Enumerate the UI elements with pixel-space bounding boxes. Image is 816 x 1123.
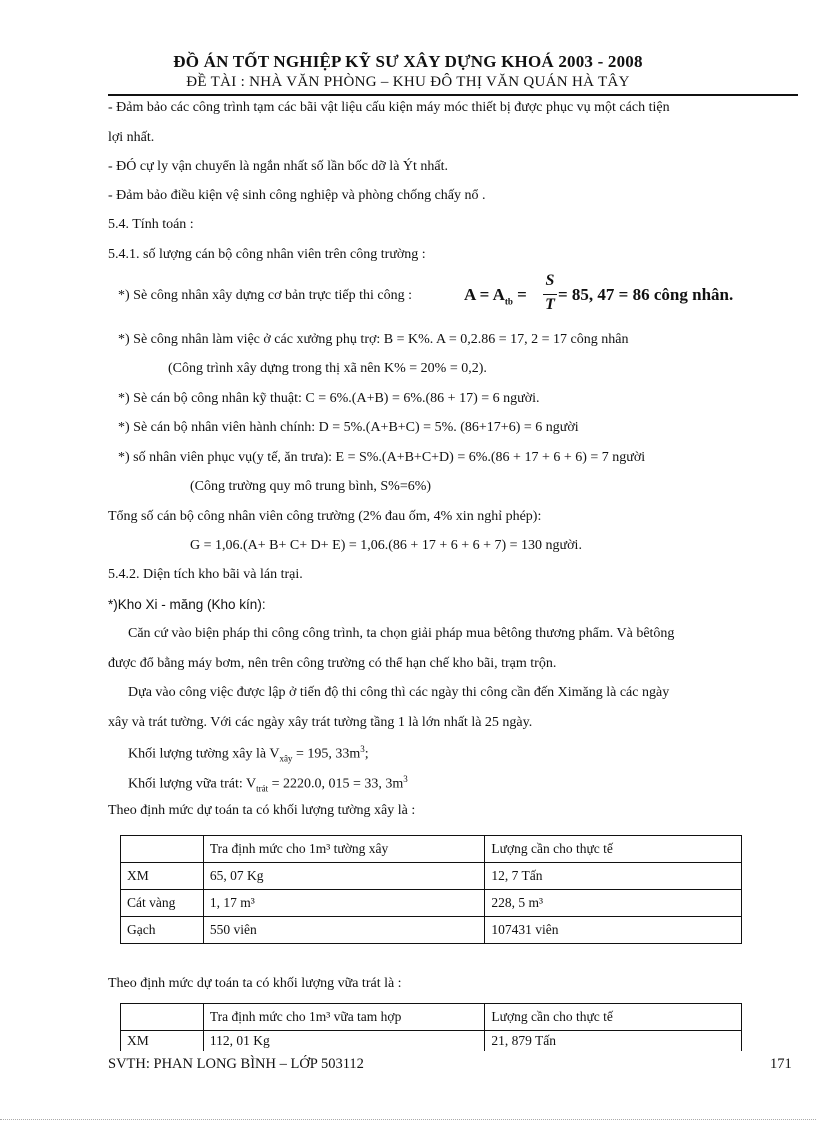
table-cell [121,1004,204,1031]
table-cell: 112, 01 Kg [203,1031,485,1052]
table-cell: 12, 7 Tấn [485,863,742,890]
text-line: (Công trường quy mô trung bình, S%=6%) [190,479,432,494]
table-cell: 1, 17 m³ [203,890,485,917]
table-header-row [121,836,742,863]
header-title: ĐỒ ÁN TỐT NGHIỆP KỸ SƯ XÂY DỰNG KHOÁ 2003 - 2008 [173,52,643,71]
table-cell: Gạch [121,917,204,944]
table-cell: 107431 viên [485,917,742,944]
table-row [121,917,742,944]
material-table-wall [120,835,742,944]
formula-a: $A = A_{tb}$ = [464,285,527,307]
subsection-heading: *)Kho Xi - măng (Kho kín): [108,597,266,612]
table-row [121,1031,742,1052]
section-heading: 5.4. Tính toán : [108,217,194,232]
table-cell: Lượng cần cho thực tế [485,1004,742,1031]
table-cell: 65, 07 Kg [203,863,485,890]
table-cell: XM [121,1031,204,1052]
text-line: *) số nhân viên phục vụ(y tế, ăn trưa): E = S%.(A+B+C+D) = 6%.(86 + 17 + 6 + 6) = 7 người [118,450,646,465]
text-line: (Công trình xây dựng trong thị xã nên K% = 20% = 0,2). [168,361,487,376]
text-line: G = 1,06.(A+ B+ C+ D+ E) = 1,06.(86 + 17 + 6 + 6 + 7) = 130 người. [190,538,582,553]
table-header-row [121,1004,742,1031]
text-line: *) Sè cán bộ nhân viên hành chính: D = 5%.(A+B+C) = 5%. (86+17+6) = 6 người [118,420,579,435]
table-row [121,890,742,917]
table-cell: Tra định mức cho 1m³ vữa tam hợp [203,1004,485,1031]
page-number: 171 [770,1056,792,1072]
section-heading: 5.4.1. số lượng cán bộ công nhân viên trên công trường : [108,247,426,262]
text-line: xây và trát tường. Với các ngày xây trát tường tầng 1 là lớn nhất là 25 ngày. [108,715,533,730]
page-edge-divider [0,1119,816,1120]
section-heading: 5.4.2. Diện tích kho bãi và lán trại. [108,567,303,582]
table-cell: Tra định mức cho 1m³ tường xây [203,836,485,863]
text-line: Theo định mức dự toán ta có khối lượng vữa trát là : [108,976,402,991]
table-cell: 228, 5 m³ [485,890,742,917]
table-cell: 21, 879 Tấn [485,1031,742,1052]
text-line: Khối lượng vữa trát: $V_{trát} = 2220.0$, 015 = 33, $3m^3$ [128,774,408,794]
table-cell: XM [121,863,204,890]
material-table-mortar [120,1003,742,1051]
fraction-bar [543,294,557,295]
text-line: *) Sè công nhân làm việc ở các xưởng phụ trợ: B = K%. A = 0,2.86 = 17, 2 = 17 công nhân [118,332,629,347]
text-line: Theo định mức dự toán ta có khối lượng tường xây là : [108,803,416,818]
text-line: Khối lượng tường xây là $V_{xây} = 195$, $33m^3$; [128,744,369,764]
footer-author: SVTH: PHAN LONG BÌNH – LỚP 503112 [108,1056,364,1072]
header-rule [108,94,798,96]
text-line: Căn cứ vào biện pháp thi công công trình, ta chọn giải pháp mua bêtông thương phẩm. Và bêtông [128,626,675,641]
text-line: *) Sè công nhân xây dựng cơ bản trực tiếp thi công : [118,288,412,303]
text-line: - Đảm bảo điều kiện vệ sinh công nghiệp và phòng chống chấy nổ . [108,188,486,203]
fraction-denominator: T [545,296,555,313]
text-line: lợi nhất. [108,130,155,145]
header-subtitle: ĐỀ TÀI : NHÀ VĂN PHÒNG – KHU ĐÔ THỊ VĂN QUÁN HÀ TÂY [186,74,630,90]
formula-result: = 85, 47 = 86 công nhân. [558,285,734,304]
text-line: Tổng số cán bộ công nhân viên công trường (2% đau ốm, 4% xin nghỉ phép): [108,509,542,524]
text-line: - Đảm bảo các công trình tạm các bãi vật liệu cấu kiện máy móc thiết bị được phục vụ một cách tiện [108,100,670,115]
fraction-numerator: S [545,272,555,289]
table-cell: Lượng cần cho thực tế [485,836,742,863]
text-line: được đổ bằng máy bơm, nên trên công trường có thể hạn chế kho bãi, trạm trộn. [108,656,557,671]
text-line: Dựa vào công việc được lập ở tiến độ thi công thì các ngày thi công cần đến Ximăng là các ngày [128,685,670,700]
table-row [121,863,742,890]
table-cell: 550 viên [203,917,485,944]
text-line: - ĐÓ cự ly vận chuyển là ngắn nhất số lần bốc dỡ là Ýt nhất. [108,159,449,174]
text-line: *) Sè cán bộ công nhân kỹ thuật: C = 6%.(A+B) = 6%.(86 + 17) = 6 người. [118,391,540,406]
table-cell: Cát vàng [121,890,204,917]
table-cell [121,836,204,863]
